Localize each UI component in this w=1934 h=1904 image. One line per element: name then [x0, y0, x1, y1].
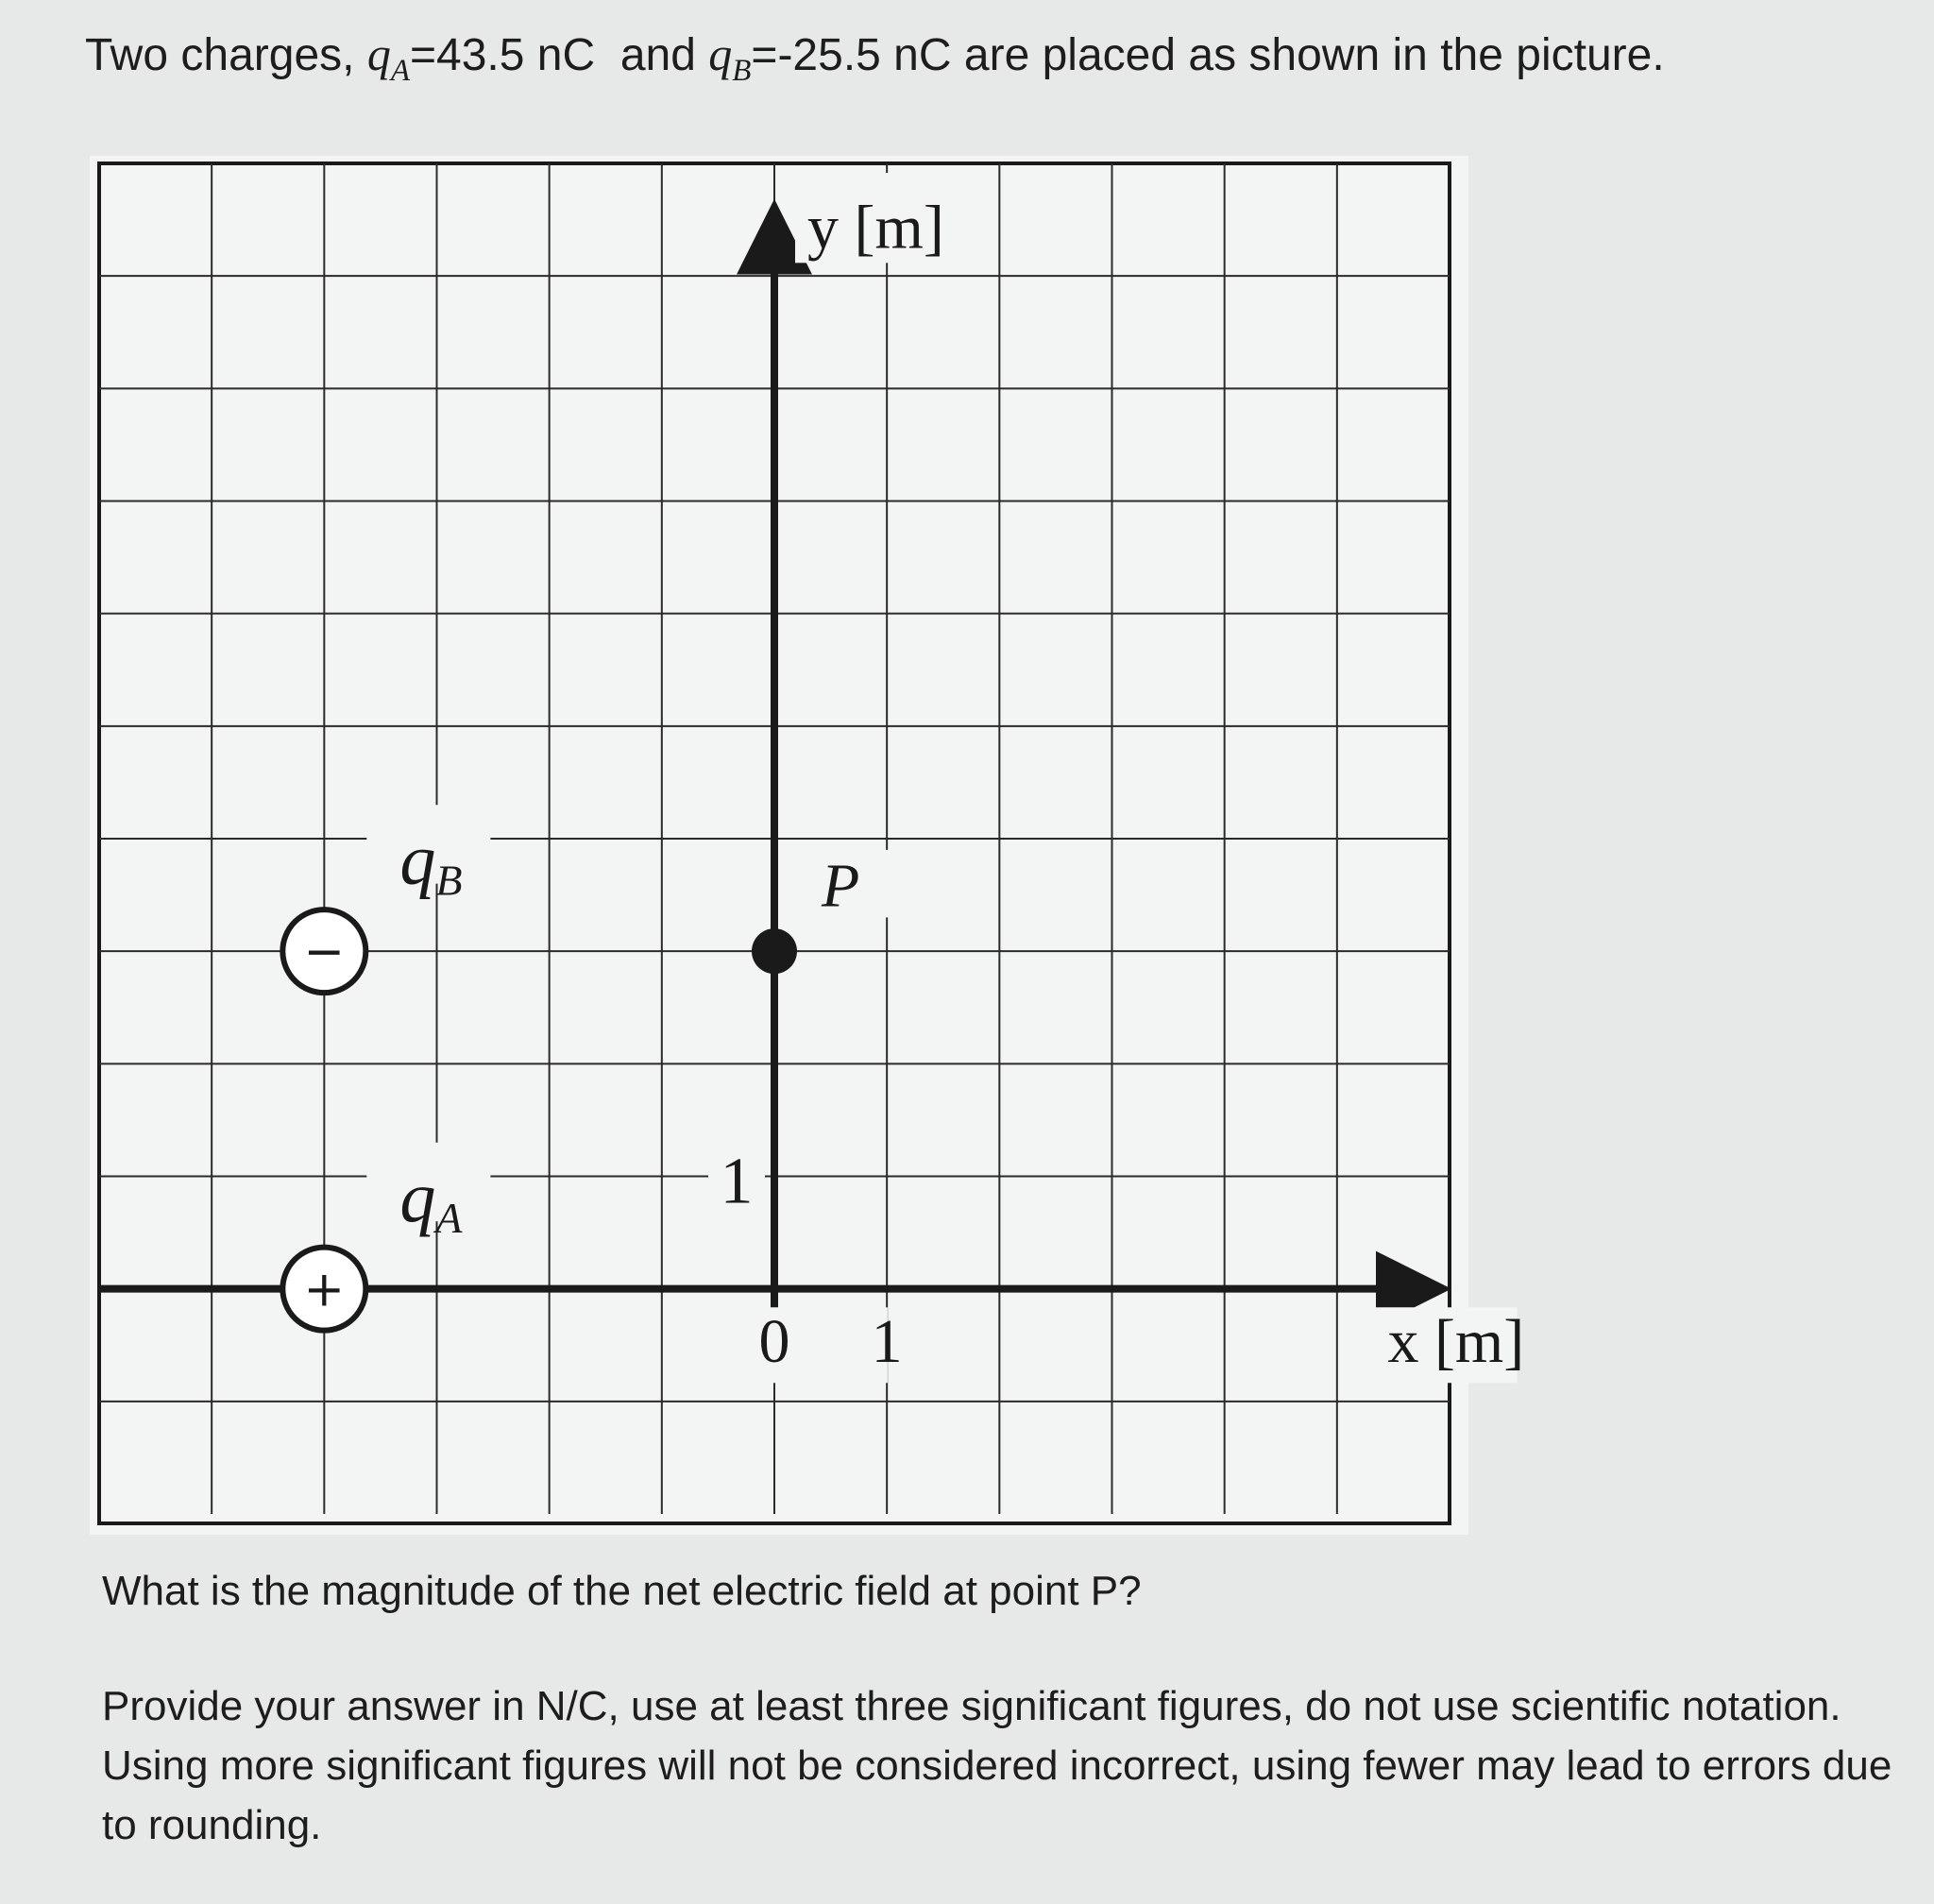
charge-A-sign: +: [303, 1261, 346, 1318]
axis-labels: [366, 173, 1524, 1383]
charge-label-subscript: A: [435, 1194, 463, 1243]
problem-statement: [85, 21, 1665, 104]
qA-subscript: A: [390, 54, 410, 88]
charge-B-sign: −: [303, 924, 346, 981]
question-text: What is the magnitude of the net electric field at point P?: [102, 1568, 1142, 1614]
qB-symbol: $q_B$: [708, 27, 752, 88]
charge-label-B: qB: [399, 820, 463, 905]
point-P-marker: [752, 928, 797, 974]
charge-label-subscript: B: [435, 856, 463, 905]
qA-symbol: $q_A$: [366, 27, 410, 88]
x-axis-label: x [m]: [1387, 1307, 1525, 1377]
qA-value: =43.5 nC: [409, 30, 596, 80]
qB-subscript: B: [732, 54, 752, 88]
connector-text: and: [595, 30, 709, 80]
diagram-canvas: [90, 156, 1525, 1535]
answer-instructions: Provide your answer in N/C, use at least three significant figures, do not use scientific notation. Using more significant figures will not be considered incorrect, using fewer may lead to errors due to rounding.: [102, 1683, 1892, 1848]
x-tick-label: 1: [871, 1307, 903, 1377]
y-tick-label: 1: [720, 1145, 754, 1218]
intro-prefix: Two charges,: [85, 30, 367, 80]
point-P-label: P: [822, 851, 860, 921]
intro-suffix: are placed as shown in the picture.: [951, 30, 1665, 80]
origin-label: 0: [758, 1307, 790, 1377]
charge-label-A: qA: [399, 1158, 463, 1243]
axes: [99, 214, 1436, 1312]
y-axis-label: y [m]: [807, 193, 944, 263]
charge-diagram: [90, 156, 1525, 1535]
qB-value: =-25.5 nC: [751, 30, 952, 80]
